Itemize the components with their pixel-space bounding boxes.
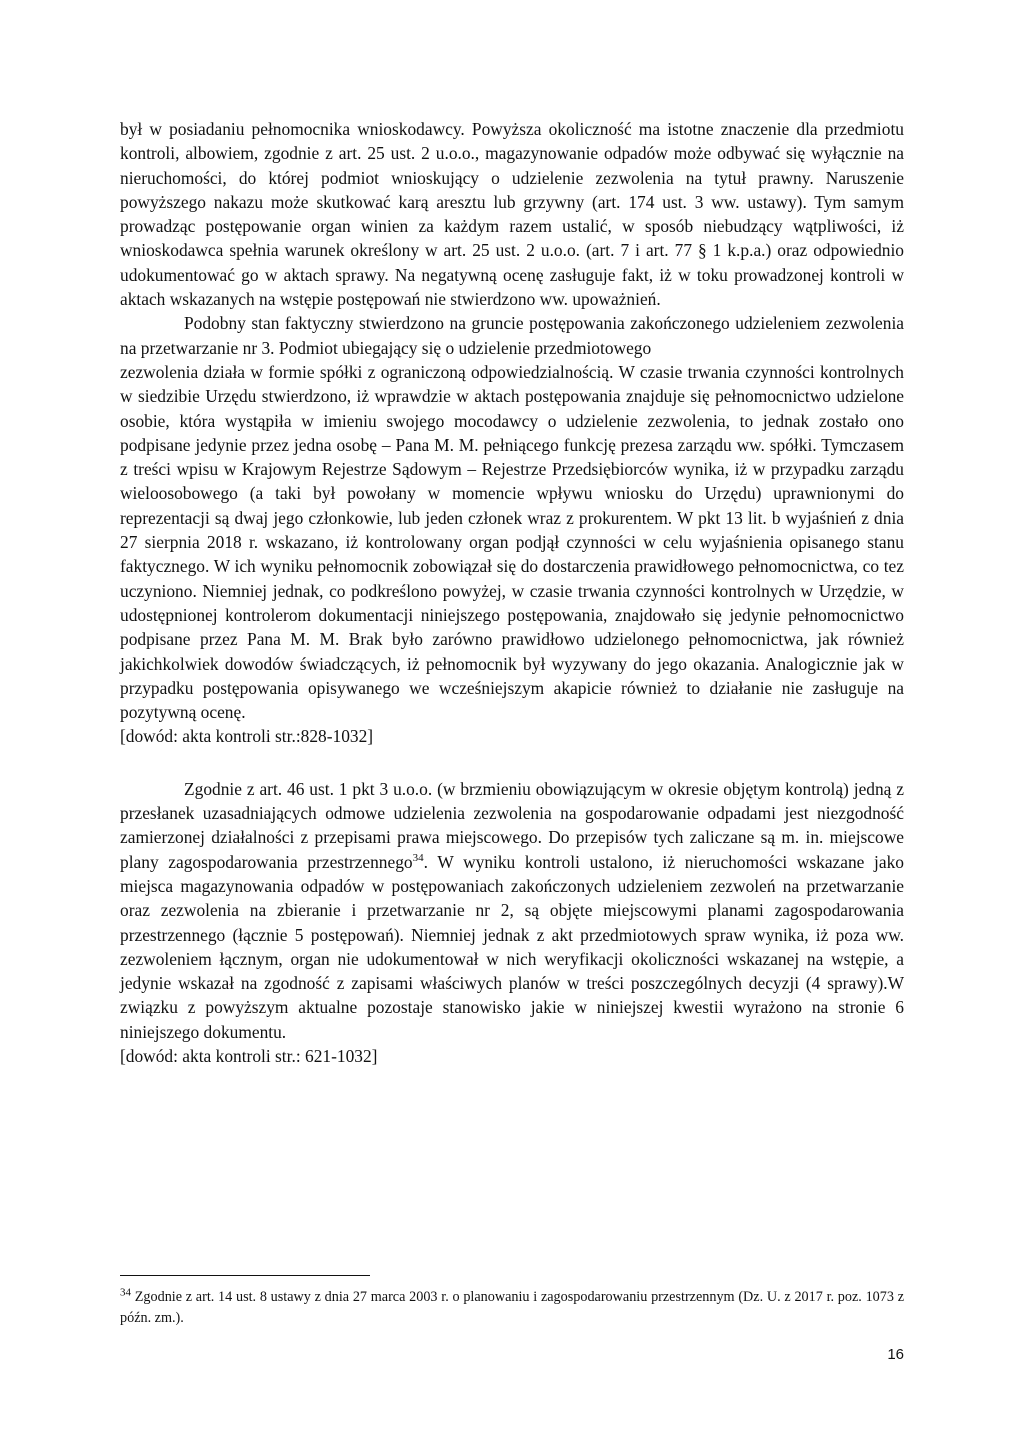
paragraph-gap [120, 749, 904, 777]
paragraph-3: zezwolenia działa w formie spółki z ograniczoną odpowiedzialnością. W czasie trwania czynności kontrolnych w siedzibie Urzędu stwierdzono, iż wprawdzie w aktach postępowania znajduje się pełnomocnictwo udzielone osobie, która wystąpiła w imieniu swojego mocodawcy o udzielenie zezwolenia, to jednak zostało ono podpisane jedynie przez jedna osobę – Pana M. M. pełniącego funkcję prezesa zarządu ww. spółki. Tymczasem z treści wpisu w Krajowym Rejestrze Sądowym – Rejestrze Przedsiębiorców wynika, iż w przypadku zarządu wieloosobowego (a taki był powołany w momencie wpływu wniosku do Urzędu) uprawnionymi do reprezentacji są dwaj jego członkowie, lub jeden członek wraz z prokurentem. W pkt 13 lit. b wyjaśnień z dnia 27 sierpnia 2018 r. wskazano, iż kontrolowany organ podjął czynności w celu wyjaśnienia opisanego stanu faktycznego. W ich wyniku pełnomocnik zobowiązał się do dostarczenia prawidłowego pełnomocnictwa, co tez uczyniono. Niemniej jednak, co podkreślono powyżej, w czasie trwania czynności kontrolnych w Urzędzie, w udostępnionej kontrolerom dokumentacji niniejszego postępowania, znajdowało się jedynie pełnomocnictwo podpisane przez Pana M. M. Brak było zarówno prawidłowo udzielonego pełnomocnictwa, jak również jakichkolwiek dowodów świadczących, iż pełnomocnik był wyzywany do jego okazania. Analogicznie jak w przypadku postępowania opisywanego we wcześniejszym akapicie również to działanie nie zasługuje na pozytywną ocenę. [120, 361, 904, 723]
paragraph-1: był w posiadaniu pełnomocnika wnioskodawcy. Powyższa okoliczność ma istotne znaczenie dla przedmiotu kontroli, albowiem, zgodnie z art. 25 ust. 2 u.o.o., magazynowanie odpadów może odbywać się wyłącznie na nieruchomości, do której podmiot wnioskujący o udzielenie zezwolenia na tytuł prawny. Naruszenie powyższego nakazu może skutkować karą aresztu lub grzywny (art. 174 ust. 3 ww. ustawy). Tym samym prowadząc postępowanie organ winien za każdym razem ustalić, w sposób niebudzący wątpliwości, iż wnioskodawca spełnia warunek określony w art. 25 ust. 2 u.o.o. (art. 7 i art. 77 § 1 k.p.a.) oraz odpowiednio udokumentować go w aktach sprawy. Na negatywną ocenę zasługuje fakt, iż w toku prowadzonej kontroli w aktach wskazanych na wstępie postępowań nie stwierdzono ww. upoważnień. [120, 119, 904, 310]
footnote-reference[interactable]: 34 [412, 851, 424, 864]
page-number: 16 [887, 1346, 904, 1363]
paragraph-4 [120, 777, 904, 1044]
paragraph-4-start: Zgodnie z art. 46 ust. 1 pkt 3 u.o.o. (w brzmieniu obowiązującym w okresie objętym kontrolą) jedną z przesłanek uzasadniających odmowe udzielenia zezwolenia na gospodarowanie odpadami jest niezgodność zamierzonej działalności z przepisami prawa miejscowego. Do przepisów tych zaliczane są m. in. miejscowe plany zagospodarowania przestrzennego [120, 778, 904, 872]
footnote [120, 1287, 904, 1329]
footnote-separator [120, 1275, 370, 1276]
footnote-marker: 34 [120, 1286, 131, 1299]
evidence-reference-2: [dowód: akta kontroli str.: 621-1032] [120, 1045, 378, 1066]
footnote-text: Zgodnie z art. 14 ust. 8 ustawy z dnia 27 marca 2003 r. o planowaniu i zagospodarowaniu przestrzennym (Dz. U. z 2017 r. poz. 1073 z późn. zm.). [120, 1289, 904, 1326]
paragraph-2: Podobny stan faktyczny stwierdzono na gruncie postępowania zakończonego udzieleniem zezwolenia na przetwarzanie nr 3. Podmiot ubiegający się o udzielenie przedmiotowego [120, 313, 904, 358]
evidence-reference-1: [dowód: akta kontroli str.:828-1032] [120, 726, 374, 747]
document-body [120, 117, 904, 1068]
paragraph-4-end: . W wyniku kontroli ustalono, iż nieruchomości wskazane jako miejsca magazynowania odpadów w postępowaniach zakończonych udzieleniem zezwoleń na przetwarzanie oraz zezwolenia na zbieranie i przetwarzanie nr 2, są objęte miejscowymi planami zagospodarowania przestrzennego (łącznie 5 postępowań). Niemniej jednak z akt przedmiotowych spraw wynika, iż poza ww. zezwoleniem łącznym, organ nie udokumentował w nich weryfikacji okoliczności wskazanej na wstępie, a jedynie wskazał na zgodność z zapisami właściwych planów w treści poszczególnych decyzji (4 sprawy).W związku z powyższym aktualne pozostaje stanowisko jakie w niniejszej kwestii wyrażono na stronie 6 niniejszego dokumentu. [120, 851, 904, 1042]
